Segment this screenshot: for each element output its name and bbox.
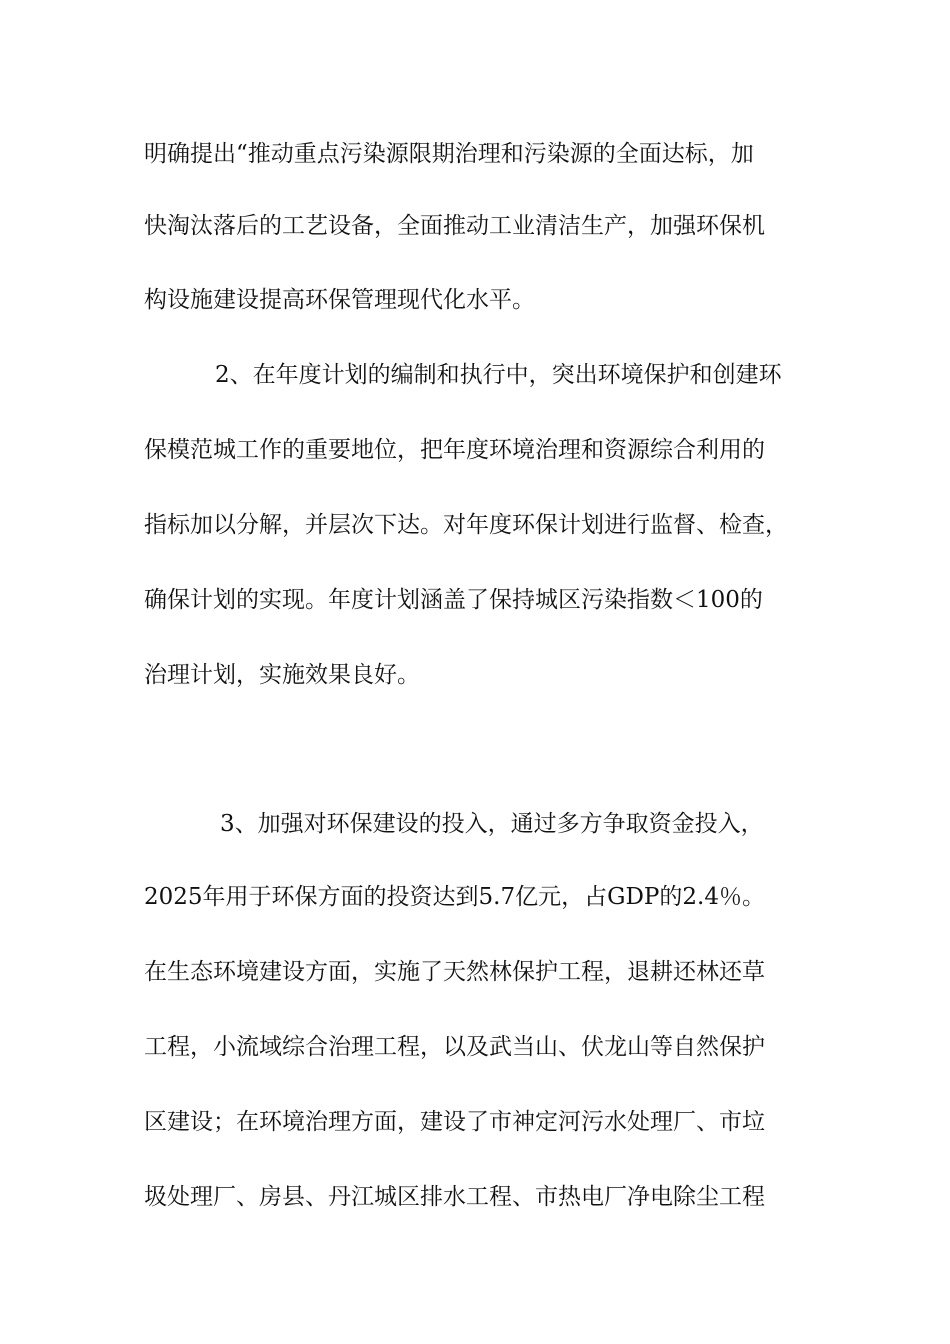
paragraph-3-line-1: 3、加强对环保建设的投入，通过多方争取资金投入， — [220, 811, 764, 837]
paragraph-1-line-2: 快淘汰落后的工艺设备，全面推动工业清洁生产，加强环保机 — [144, 213, 765, 239]
paragraph-3-line-4: 工程，小流域综合治理工程，以及武当山、伏龙山等自然保护 — [144, 1034, 765, 1060]
paragraph-3-line-2: 2025年用于环保方面的投资达到5.7亿元，占GDP的2.4％。 — [144, 884, 765, 910]
paragraph-2-line-4: 确保计划的实现。年度计划涵盖了保持城区污染指数＜100的 — [144, 587, 763, 613]
paragraph-1-line-1: 明确提出“推动重点污染源限期治理和污染源的全面达标，加 — [144, 141, 754, 167]
paragraph-3-line-5: 区建设；在环境治理方面，建设了市神定河污水处理厂、市垃 — [144, 1109, 765, 1135]
paragraph-1-line-3: 构设施建设提高环保管理现代化水平。 — [144, 287, 535, 313]
paragraph-2-line-5: 治理计划，实施效果良好。 — [144, 662, 420, 688]
paragraph-2-line-2: 保模范城工作的重要地位，把年度环境治理和资源综合利用的 — [144, 437, 765, 463]
paragraph-3-line-6: 圾处理厂、房县、丹江城区排水工程、市热电厂净电除尘工程 — [144, 1184, 765, 1210]
paragraph-3-line-3: 在生态环境建设方面，实施了天然林保护工程，退耕还林还草 — [144, 959, 765, 985]
paragraph-2-line-1: 2、在年度计划的编制和执行中，突出环境保护和创建环 — [215, 362, 782, 388]
paragraph-2-line-3: 指标加以分解，并层次下达。对年度环保计划进行监督、检查， — [144, 512, 788, 538]
